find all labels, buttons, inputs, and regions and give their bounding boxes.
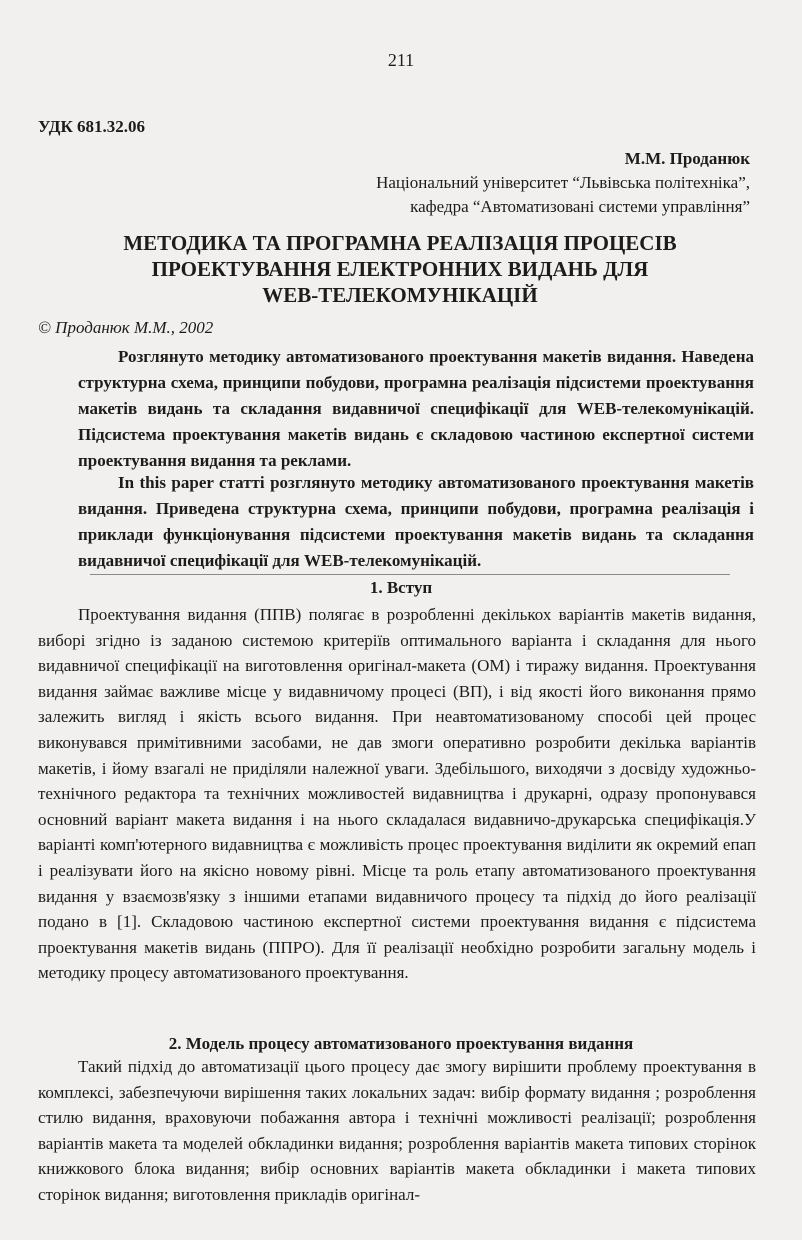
section-2-text: Такий підхід до автоматизації цього процесу дає змогу вирішити проблему проектування в комплексі, забезпечуючи вирішення таких локальних задач: вибір формату видання ; розроблення стилю видання, враховуючи побажання автора і технічні можливості реалізації; розроблення варіантів макета та моделей обкладинки видання; розроблення варіантів макета типових сторінок книжкового блока видання; вибір основних варіантів макета обкладинки і макета типових сторінок видання; виготовлення прикладів оригінал- (38, 1057, 756, 1204)
title-line-1: МЕТОДИКА ТА ПРОГРАМНА РЕАЛІЗАЦІЯ ПРОЦЕСІВ (123, 231, 677, 255)
section-1-heading: 1. Вступ (369, 578, 433, 597)
author-block (376, 147, 750, 219)
section-1-text: Проектування видання (ППВ) полягає в розробленні декількох варіантів макетів видання, виборі згідно із заданою системою критеріїв оптимального варіанта і складання для нього видавничої специфікації на виготовлення оригінал-макета (ОМ) і тиражу видання. Проектування видання займає важливе місце у видавничому процесі (ВП), і від якості його виконання прямо залежить вигляд і якість всього видання. При неавтоматизованому способі цей процес виконувався примітивними засобами, не дав змоги оперативно розробити декілька варіантів макетів, і йому взагалі не приділяли належної уваги. Здебільшого, виходячи з досвіду художньо-технічного редактора та технічних можливостей видавництва і друкарні, одразу пропонувався основний варіант макета видання і на нього складалася видавничо-друкарська специфікація.У варіанті комп'ютерного видавництва є можливість процес проектування виділити як окремий епап і реалізувати його на якісно новому рівні. Місце та роль етапу автоматизованого проектування видання у взаємозв'язку з іншими етапами видавничого процесу та підхід до його реалізації подано в [1]. Складовою частиною експертної системи проектування видання є підсистема проектування макетів видань (ППРО). Для її реалізації необхідно розробити загальну модель і методику процесу автоматизованого проектування. (38, 605, 756, 983)
section-2-heading: 2. Модель процесу автоматизованого проектування видання (168, 1034, 634, 1053)
divider-line (90, 574, 730, 575)
page-number: 211 (387, 50, 415, 70)
abstract-ukrainian: Розглянуто методику автоматизованого проектування макетів видання. Наведена структурна схема, принципи побудови, програмна реалізація підсистеми проектування макетів видань та складання видавничої специфікації для WEB-телекомунікацій. Підсистема проектування макетів видань є складовою частиною експертної системи проектування видання та реклами. (78, 347, 754, 470)
title-line-3: WEB-ТЕЛЕКОМУНІКАЦІЙ (262, 283, 538, 307)
paper-title (70, 230, 730, 308)
udk-code: УДК 681.32.06 (38, 117, 146, 136)
copyright-line: © Проданюк М.М., 2002 (38, 318, 214, 337)
author-affiliation-university: Національний університет “Львівська політехніка”, (376, 173, 750, 192)
author-name: М.М. Проданюк (624, 149, 750, 168)
title-line-2: ПРОЕКТУВАННЯ ЕЛЕКТРОННИХ ВИДАНЬ ДЛЯ (151, 257, 649, 281)
abstract-english: In this paper статті розглянуто методику автоматизованого проектування макетів видання. Приведена структурна схема, принципи побудови, програмна реалізація і приклади функціонування підсистеми проектування макетів видань та складання видавничої специфікації для WEB-телекомунікацій. (78, 473, 754, 570)
author-affiliation-department: кафедра “Автоматизовані системи управління” (410, 197, 750, 216)
